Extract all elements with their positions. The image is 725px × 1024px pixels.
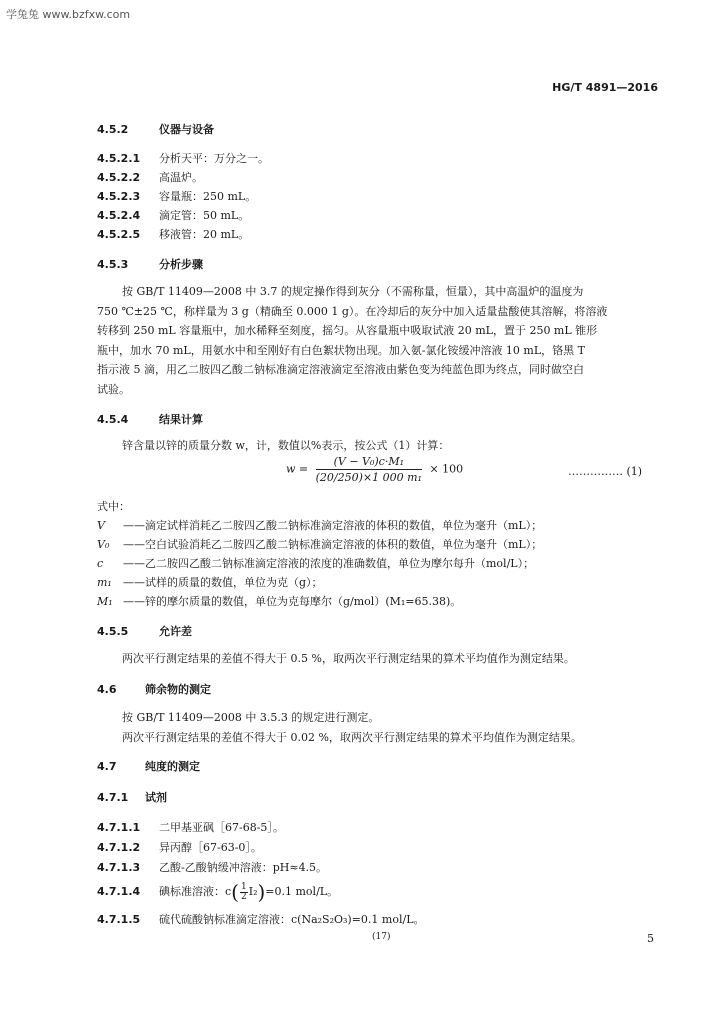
item-text: 乙酸-乙酸钠缓冲溶液：pH≈4.5。 [159, 861, 328, 874]
item-number: 4.5.2.1 [97, 152, 141, 165]
paragraph-line: 试验。 [97, 382, 130, 396]
item-number: 4.7.1.1 [97, 821, 141, 834]
paragraph-line: 瓶中，加水 70 mL，用氨水中和至刚好有白色絮状物出现。加入氨-氯化铵缓冲溶液 10 mL，铬黑 T [97, 343, 585, 357]
item-number: 4.7.1.4 [97, 885, 141, 898]
paragraph: 两次平行测定结果的差值不得大于 0.02 %，取两次平行测定结果的算术平均值作为测定结果。 [122, 731, 582, 744]
item-number: 4.5.2.3 [97, 190, 141, 203]
item-number: 4.7.1.5 [97, 913, 141, 926]
list-item [97, 819, 284, 835]
definition-symbol: c [97, 557, 104, 570]
section-number: 4.5.5 [97, 625, 129, 638]
where-label: 式中： [97, 500, 130, 513]
list-item [97, 169, 203, 185]
paragraph [97, 282, 608, 399]
definition-symbol: m₁ [97, 576, 112, 589]
definition-row [97, 536, 542, 552]
section-heading [97, 256, 203, 272]
definition-row [97, 517, 542, 533]
section-title: 仪器与设备 [159, 123, 214, 136]
half-fraction [240, 883, 248, 902]
definition-text: ——试样的质量的数值，单位为克（g）； [123, 576, 323, 589]
item-number: 4.7.1.2 [97, 841, 141, 854]
item-text: 硫代硫酸钠标准滴定溶液：c(Na₂S₂O₃)=0.1 mol/L。 [159, 913, 425, 926]
standard-number: HG/T 4891—2016 [552, 81, 658, 94]
definition-symbol: M₁ [97, 595, 113, 608]
section-title: 分析步骤 [159, 258, 203, 271]
fraction-top: 1 [240, 881, 247, 892]
formula-intro: 锌含量以锌的质量分数 w，计，数值以%表示，按公式（1）计算： [122, 439, 450, 452]
definition-row [97, 555, 534, 571]
equation-number: …………… (1) [568, 465, 643, 478]
definition-text: ——乙二胺四乙酸二钠标准滴定溶液的浓度的准确数值，单位为摩尔每升（mol/L）； [123, 557, 535, 570]
species: I₂ [248, 885, 258, 898]
section-heading [97, 411, 203, 427]
section-number: 4.5.2 [97, 123, 129, 136]
list-item [97, 859, 327, 875]
formula-fraction [316, 455, 422, 484]
item-number: 4.7.1.3 [97, 861, 141, 874]
section-number: 4.5.4 [97, 413, 129, 426]
item-number: 4.5.2.5 [97, 228, 141, 241]
paragraph-line: 750 ℃±25 ℃，称样量为 3 g（精确至 0.000 1 g）。在冷却后的灰分中加入适量盐酸使其溶解，将溶液 [97, 304, 608, 318]
list-item [97, 226, 249, 242]
item-number: 4.5.2.4 [97, 209, 141, 222]
definition-text: ——滴定试样消耗乙二胺四乙酸二钠标准滴定溶液的体积的数值，单位为毫升（mL）； [123, 519, 543, 532]
paragraph-line: 转移到 250 mL 容量瓶中，加水稀释至刻度，摇匀。从容量瓶中吸取试液 20 mL，置于 250 mL 锥形 [97, 324, 598, 337]
item-text: 异丙醇［67-63-0］。 [159, 841, 262, 854]
section-number: 4.5.3 [97, 258, 129, 271]
section-heading [97, 623, 192, 639]
list-item [97, 911, 425, 927]
section-number: 4.7 [97, 760, 117, 773]
paragraph-line: 指示液 5 滴，用乙二胺四乙酸二钠标准滴定溶液滴定至溶液由紫色变为纯蓝色即为终点，同时做空白 [97, 363, 584, 376]
formula [286, 455, 463, 484]
item-text: 移液管：20 mL。 [159, 228, 250, 241]
section-title: 允许差 [159, 625, 192, 638]
section-heading [97, 121, 214, 137]
section-title: 结果计算 [159, 413, 203, 426]
item-number: 4.5.2.2 [97, 171, 141, 184]
section-title: 试剂 [145, 791, 167, 804]
item-text: 二甲基亚砜［67-68-5］。 [159, 821, 284, 834]
item-text: 滴定管：50 mL。 [159, 209, 250, 222]
definition-symbol: V₀ [97, 538, 110, 551]
list-item: 4.7.1.4 碘标准溶液：c( $\frac{1}{2}$ I₂)=0.1 mol/L。 [97, 880, 339, 904]
definition-symbol: V [97, 519, 105, 532]
list-item [97, 207, 249, 223]
definition-row [97, 574, 323, 590]
formula-tail: × 100 [429, 462, 464, 476]
formula-denominator: (20/250)×1 000 m₁ [315, 471, 422, 484]
list-item [97, 188, 256, 204]
section-heading [97, 758, 200, 774]
fraction-bottom: 2 [240, 891, 247, 902]
item-text: 容量瓶：250 mL。 [159, 190, 257, 203]
section-number: 4.6 [97, 683, 117, 696]
section-heading [97, 681, 211, 697]
formula-lhs: w = [286, 462, 309, 476]
definition-text: ——空白试验消耗乙二胺四乙酸二钠标准滴定溶液的体积的数值，单位为毫升（mL）； [123, 538, 543, 551]
paragraph: 按 GB/T 11409—2008 中 3.5.3 的规定进行测定。 [122, 711, 380, 724]
item-text-suffix: =0.1 mol/L。 [265, 885, 339, 898]
watermark: 学兔兔 www.bzfxw.com [6, 8, 131, 21]
subsection-heading [97, 789, 167, 805]
page-number: 5 [647, 932, 654, 945]
footer-center: (17) [372, 932, 391, 942]
list-item [97, 150, 269, 166]
item-text-prefix: 碘标准溶液：c [159, 885, 232, 898]
section-title: 筛余物的测定 [145, 683, 211, 696]
section-title: 纯度的测定 [145, 760, 200, 773]
list-item [97, 839, 262, 855]
section-number: 4.7.1 [97, 791, 129, 804]
item-text: 分析天平：万分之一。 [159, 152, 269, 165]
item-text: 高温炉。 [159, 171, 203, 184]
definition-row [97, 593, 461, 609]
formula-numerator: (V − V₀)c·M₁ [316, 455, 422, 470]
paragraph: 两次平行测定结果的差值不得大于 0.5 %，取两次平行测定结果的算术平均值作为测定结果。 [122, 652, 575, 665]
paragraph-line: 按 GB/T 11409—2008 中 3.7 的规定操作得到灰分（不需称量，恒量），其中高温炉的温度为 [122, 285, 584, 298]
definition-text: ——锌的摩尔质量的数值，单位为克每摩尔（g/mol）(M₁=65.38)。 [123, 595, 462, 608]
